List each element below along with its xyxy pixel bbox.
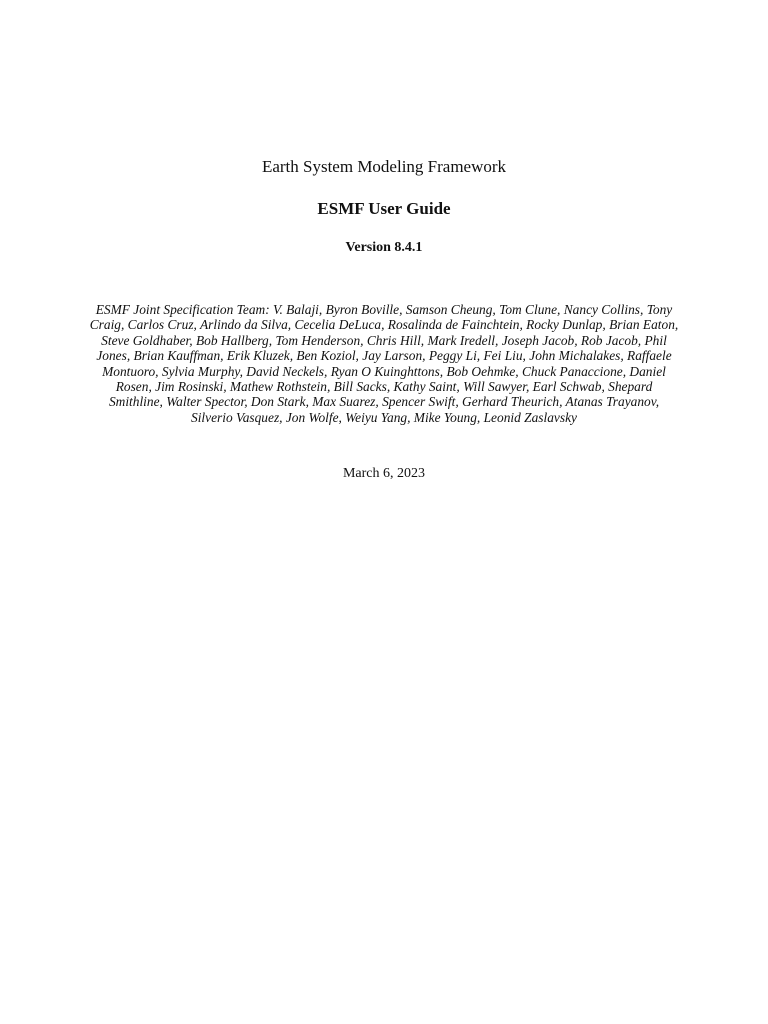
version-label: Version 8.4.1: [345, 240, 423, 255]
document-title: ESMF User Guide: [317, 199, 451, 218]
framework-name: Earth System Modeling Framework: [261, 157, 507, 176]
author-list: ESMF Joint Specification Team: V. Balaji, Byron Boville, Samson Cheung, Tom Clune, Nancy Collins, Tony Craig, Carlos Cruz, Arlindo da Silva, Cecelia DeLuca, Rosalinda de Fainchtein, Rocky Dunlap, Brian Eaton, Steve Goldhaber, Bob Hallberg, Tom Henderson, Chris Hill, Mark Iredell, Joseph Jacob, Rob Jacob, Phil Jones, Brian Kauffman, Erik Kluzek, Ben Koziol, Jay Larson, Peggy Li, Fei Liu, John Michalakes, Raffaele Montuoro, Sylvia Murphy, David Neckels, Ryan O Kuinghttons, Bob Oehmke, Chuck Panaccione, Daniel Rosen, Jim Rosinski, Mathew Rothstein, Bill Sacks, Kathy Saint, Will Sawyer, Earl Schwab, Shepard Smithline, Walter Spector, Don Stark, Max Suarez, Spencer Swift, Gerhard Theurich, Atanas Trayanov, Silverio Vasquez, Jon Wolfe, Weiyu Yang, Mike Young, Leonid Zaslavsky: [89, 302, 679, 425]
publication-date: March 6, 2023: [342, 466, 426, 481]
